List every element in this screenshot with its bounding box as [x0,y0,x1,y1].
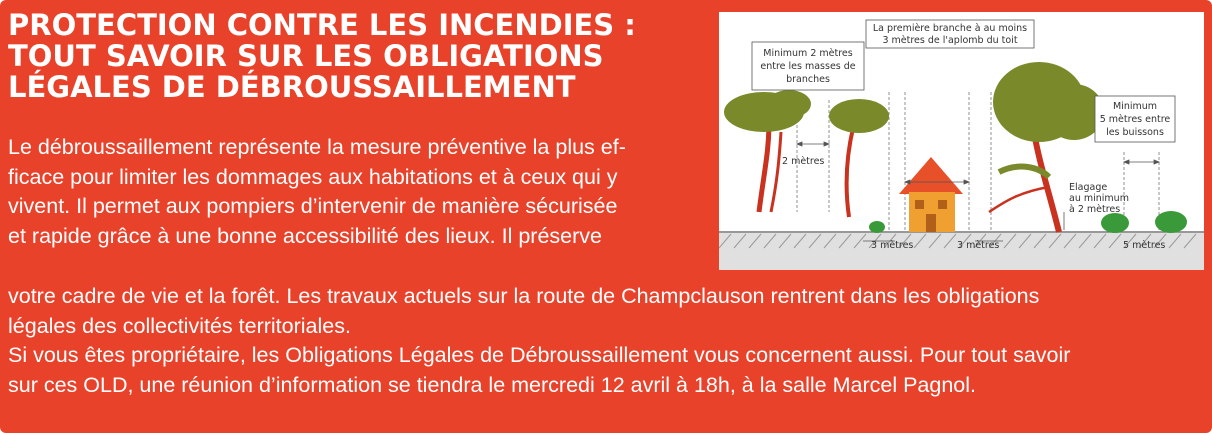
label-3m-left: 3 mètres [871,240,914,251]
article-title [8,10,708,103]
label-3m-right: 3 mètres [957,240,1000,251]
bush [1101,213,1129,233]
ground [719,232,1204,270]
svg-text:branches: branches [786,74,830,85]
bush [1155,211,1187,233]
title-line: PROTECTION CONTRE LES INCENDIES : [8,8,636,42]
full-width-paragraph [8,282,1208,400]
label-box-bushes [1095,96,1175,142]
label-elagage-2: au minimum [1069,193,1129,204]
text-line: légales des collectivités territoriales. [8,313,351,338]
text-line: vivent. Il permet aux pompiers d’intervenir de manière sécurisée [8,194,618,218]
svg-text:3 mètres de l'aplomb du toit: 3 mètres de l'aplomb du toit [882,35,1018,46]
text-line: votre cadre de vie et la forêt. Les travaux actuels sur la route de Champclauson rentrent dans les obligations [8,284,1040,308]
title-line: TOUT SAVOIR SUR LES OBLIGATIONS [8,39,604,73]
text-line: Le débroussaillement représente la mesure préventive la plus ef- [8,135,626,159]
text-line: sur ces OLD, une réunion d’information se tiendra le mercredi 12 avril à 18h, à la salle Marcel Pagnol. [8,372,976,397]
roof [899,157,963,194]
title-line: LÉGALES DE DÉBROUSSAILLEMENT [8,70,576,104]
pine-tree-left [724,90,811,212]
svg-text:5 mètres entre: 5 mètres entre [1099,114,1171,125]
label-box-branches [752,42,864,90]
text-line: ficace pour limiter les dommages aux habitations et à ceux qui y [8,164,618,189]
label-box-roof [866,20,1034,48]
trunk [759,122,769,212]
text-line: Si vous êtes propriétaire, les Obligations Légales de Débroussaillement vous concernent aussi. Pour tout savoir [8,343,1071,367]
text-line: et rapide grâce à une bonne accessibilité des lieux. Il préserve [8,223,602,248]
bush [869,221,885,233]
svg-text:entre les masses de: entre les masses de [760,61,856,72]
svg-text:La première branche à au moins: La première branche à au moins [872,23,1028,34]
label-elagage-3: à 2 mètres [1069,204,1121,215]
svg-text:les buissons: les buissons [1106,127,1164,138]
label-5m: 5 mètres [1123,240,1166,251]
svg-text:Minimum 2 mètres: Minimum 2 mètres [763,48,853,59]
pine-tree-middle [829,99,889,217]
label-2m: 2 mètres [782,156,825,167]
house [899,157,963,232]
svg-text:Minimum: Minimum [1112,101,1158,112]
intro-paragraph [8,133,713,251]
label-elagage-1: Elagage [1069,182,1108,193]
diagram-svg [719,12,1204,270]
clearing-diagram [719,12,1204,270]
